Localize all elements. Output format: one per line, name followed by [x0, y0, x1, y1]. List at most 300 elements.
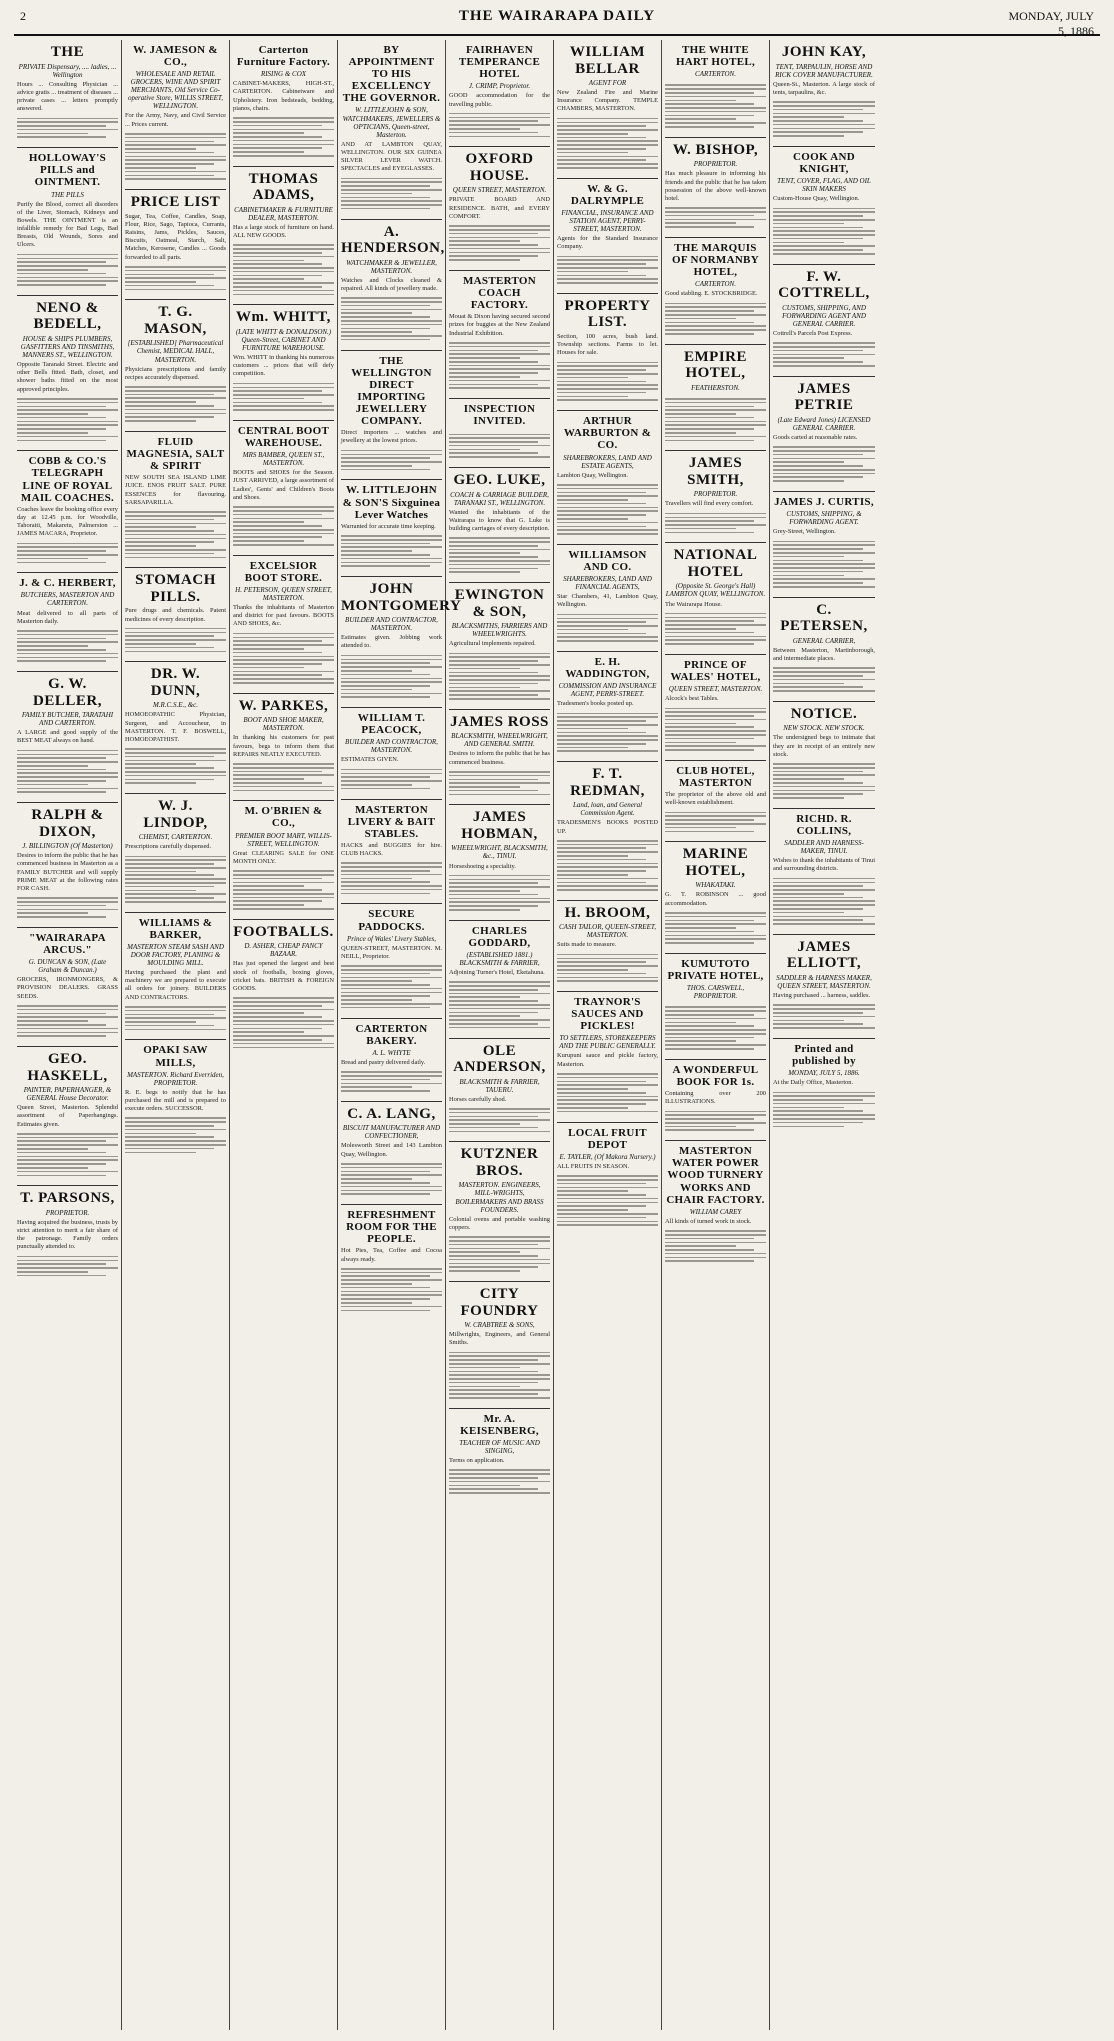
small-print-lines [665, 908, 766, 948]
ad-body-text: Suits made to measure. [557, 941, 617, 949]
small-print-lines [125, 624, 226, 657]
small-print-lines [341, 858, 442, 898]
small-print-lines [557, 114, 658, 173]
advertisement [341, 1019, 442, 1102]
small-print-lines [449, 1347, 550, 1402]
ad-subheading: MASTERTON. ENGINEERS, MILL-WRIGHTS, BOILERMAKERS AND BRASS FOUNDERS. [455, 1181, 544, 1214]
ad-heading: E. H. WADDINGTON, [565, 656, 650, 681]
advertisement [557, 901, 658, 992]
advertisement [341, 800, 442, 905]
advertisement [233, 801, 334, 919]
ad-subheading: Land, loan, and General Commission Agent. [572, 801, 643, 818]
ad-subheading: SADDLER AND HARNESS-MAKER, TINUI. [784, 839, 864, 856]
ad-heading: JAMES ELLIOTT, [786, 938, 862, 972]
ad-subheading: AGENT FOR [588, 79, 627, 87]
ad-subheading: PREMIER BOOT MART, WILLIS-STREET, WELLINGTON. [235, 831, 332, 848]
advertisement [449, 399, 550, 468]
advertisement [233, 305, 334, 421]
ad-body-text: Hours ... Consulting Physician ... advice gratis ... treatment of diseases ... private cases ... letters promptly answered. [17, 80, 118, 113]
ad-subheading: MASTERTON STEAM SASH AND DOOR FACTORY, PLANING & MOULDING MILL. [127, 942, 224, 967]
advertisement [557, 992, 658, 1123]
masthead [14, 8, 1100, 36]
ad-body-text: Between Masterton, Martinborough, and intermediate places. [773, 646, 875, 662]
ad-body-text: Colonial ovens and portable washing coppers. [449, 1215, 550, 1231]
ad-body-text: Agents for the Standard Insurance Company. [557, 235, 658, 251]
small-print-lines [773, 203, 875, 258]
ad-body-text: Prescriptions carefully dispensed. [125, 843, 212, 851]
ad-heading: PROPERTY LIST. [564, 297, 651, 331]
small-print-lines [557, 708, 658, 756]
advertisement [449, 271, 550, 399]
small-print-lines [665, 509, 766, 538]
ad-heading: JAMES ROSS [450, 713, 549, 730]
small-print-lines [557, 610, 658, 646]
ad-body-text: Mouat & Dixon having secured second prizes for buggies at the New Zealand Industrial Exhibition. [449, 313, 550, 337]
ad-body-text: QUEEN-STREET, MASTERTON. M. NEILL, Proprietor. [341, 944, 442, 960]
advertisement [773, 265, 875, 377]
ad-body-text: New Zealand Fire and Marine Insurance Company. TEMPLE CHAMBERS, MASTERTON. [557, 89, 658, 113]
advertisement [665, 238, 766, 345]
small-print-lines [125, 744, 226, 788]
ad-subheading: FAMILY BUTCHER, TARATAHI AND CARTERTON. [21, 711, 114, 728]
small-print-lines [449, 767, 550, 800]
small-print-lines [773, 536, 875, 591]
advertisement [125, 662, 226, 794]
page-number: 2 [20, 9, 26, 23]
ad-subheading: SADDLER & HARNESS MAKER, QUEEN STREET, MASTERTON. [776, 973, 872, 990]
advertisement [773, 1039, 875, 1136]
ad-body-text: Having purchased the plant and machinery we are prepared to execute all orders for joinery. BUILDERS AND CONTRACTORS. [125, 969, 226, 1001]
small-print-lines [17, 746, 118, 798]
column-7 [662, 40, 770, 2030]
advertisement [773, 598, 875, 702]
ad-heading: EMPIRE HOTEL, [684, 348, 747, 382]
ad-body-text: Thanks the inhabitants of Masterton and district for past favours. BOOTS AND SHOES, &c. [233, 604, 334, 628]
ad-subheading: W. CRABTREE & SONS, [464, 1321, 535, 1329]
column-6 [554, 40, 662, 2030]
ad-heading: WILLIAM BELLAR [569, 44, 646, 77]
ad-heading: RICHD. R. COLLINS, [796, 812, 852, 838]
ad-body-text: Meat delivered to all parts of Masterton daily. [17, 609, 118, 625]
ad-body-text: Direct importers ... watches and jewellery at the lowest prices. [341, 429, 442, 445]
advertisement [449, 710, 550, 806]
ad-body-text: HOMOEOPATHIC Physician, Surgeon, and Accoucheur, in MASTERTON. T. F. BOSWELL, HOMOEOPATHIST. [125, 711, 226, 743]
ad-body-text: Wm. WHITT in thanking his numerous customers ... prices that will defy competition. [233, 354, 334, 378]
newspaper-page [14, 8, 1100, 2032]
advertisement [233, 40, 334, 167]
small-print-lines [665, 1226, 766, 1266]
ad-body-text: Terms on application. [449, 1457, 505, 1465]
small-print-lines [557, 1171, 658, 1230]
ad-body-text: Desires to inform the public that he has commenced business. [449, 750, 550, 766]
ad-heading: STOMACH PILLS. [135, 572, 216, 605]
ad-heading: COBB & CO.'S TELEGRAPH LINE OF ROYAL MAIL COACHES. [20, 455, 115, 504]
advertisement [17, 1186, 118, 1285]
ad-subheading: MRS BAMBER, QUEEN ST., MASTERTON. [242, 451, 325, 468]
ad-subheading: FEATHERSTON. [691, 383, 740, 392]
ad-heading: THE MARQUIS OF NORMANBY HOTEL, [672, 241, 759, 279]
small-print-lines [341, 173, 442, 213]
advertisement [557, 179, 658, 294]
advertisement [773, 702, 875, 809]
advertisement [449, 40, 550, 147]
ad-heading: PRICE LIST [130, 194, 221, 211]
ad-subheading: J. CRIMP, Proprietor. [468, 82, 531, 91]
advertisement [233, 421, 334, 556]
ad-body-text: ALL FRUITS IN SEASON. [557, 1162, 630, 1170]
ad-subheading: (LATE WHITT & DONALDSON.) Queen-Street, CABINET AND FURNITURE WAREHOUSE. [235, 327, 332, 352]
advertisement [341, 351, 442, 481]
ad-body-text: Wishes to thank the inhabitants of Tinui and surrounding districts. [773, 857, 875, 873]
ad-heading: CARTERTON BAKERY. [355, 1022, 428, 1047]
ad-subheading: PROPRIETOR. [45, 1208, 90, 1217]
advertisement [449, 1409, 550, 1503]
advertisement [773, 935, 875, 1039]
ad-heading: NOTICE. [790, 705, 858, 722]
advertisement [665, 842, 766, 954]
ad-heading: NENO & BEDELL, [33, 299, 102, 333]
ad-body-text: Alcock's best Tables. [665, 695, 719, 703]
ad-subheading: PAINTER, PAPERHANGER, & GENERAL House Decorator. [23, 1086, 112, 1103]
small-print-lines [449, 429, 550, 462]
ad-heading: MASTERTON LIVERY & BAIT STABLES. [347, 803, 436, 840]
small-print-lines [665, 80, 766, 132]
ad-subheading: PROPRIETOR. [693, 490, 738, 499]
ad-heading: GEO. HASKELL, [27, 1051, 108, 1084]
ad-heading: PRINCE OF WALES' HOTEL, [670, 658, 761, 684]
small-print-lines [449, 338, 550, 393]
advertisement [233, 167, 334, 306]
ad-subheading: COMMISSION AND INSURANCE AGENT, PERRY-STREET. [558, 682, 657, 699]
advertisement [125, 40, 226, 190]
ad-subheading: WHOLESALE AND RETAIL GROCERS, WINE AND SPIRIT MERCHANTS, Old Service Co-operative Store, WILLIS STREET, WELLINGTON. [127, 70, 224, 111]
advertisement [665, 138, 766, 238]
small-print-lines [125, 851, 226, 906]
small-print-lines [449, 1465, 550, 1498]
ad-subheading: (Opposite St. George's Hall) LAMBTON QUAY, WELLINGTON. [665, 582, 766, 599]
ad-subheading: NEW STOCK. NEW STOCK. [783, 724, 865, 733]
small-print-lines [17, 893, 118, 922]
advertisement [773, 40, 875, 147]
ad-heading: Printed and published by [792, 1042, 856, 1067]
ad-heading: COOK AND KNIGHT, [793, 150, 855, 176]
ad-subheading: PROPRIETOR. [693, 160, 738, 169]
ad-subheading: M.R.C.S.E., &c. [152, 701, 199, 710]
ad-heading: FOOTBALLS. [233, 923, 334, 940]
ad-body-text: R. E. begs to notify that he has purchased the mill and is prepared to execute orders. SUCCESSOR. [125, 1088, 226, 1113]
ad-body-text: In thanking his customers for past favours, begs to inform them that REPAIRS NEATLY EXECUTED. [233, 734, 334, 758]
small-print-lines [341, 765, 442, 794]
ad-subheading: FINANCIAL, INSURANCE AND STATION AGENT, PERRY-STREET, MASTERTON. [561, 208, 654, 234]
ad-body-text: Good stabling. E. STOCKBRIDGE. [665, 290, 758, 298]
ad-subheading: [ESTABLISHED] Pharmaceutical Chemist, MEDICAL HALL, MASTERTON. [127, 339, 224, 364]
ad-heading: Wm. WHITT, [236, 309, 331, 326]
advertisement [557, 762, 658, 901]
ad-heading: FLUID MAGNESIA, SALT & SPIRIT [126, 435, 225, 473]
ad-heading: THE [50, 44, 85, 60]
advertisement [125, 300, 226, 432]
ad-heading: WILLIAMSON AND CO. [568, 548, 647, 573]
ad-body-text: Star Chambers, 41, Lambton Quay, Wellington. [557, 593, 658, 609]
advertisement [557, 545, 658, 652]
small-print-lines [665, 807, 766, 836]
ad-body-text: Custom-House Quay, Wellington. [773, 195, 860, 203]
ad-body-text: Has just opened the largest and best stock of footballs, boxing gloves, cricket bats. BRITISH & FOREIGN GOODS. [233, 960, 334, 992]
advertisement [665, 40, 766, 138]
ad-body-text: ESTIMATES GIVEN. [341, 756, 399, 764]
small-print-lines [125, 1113, 226, 1157]
ad-body-text: NEW SOUTH SEA ISLAND LIME JUICE. ENOS FRUIT SALT. PURE ESSENCES for flavouring. SARSAPARILLA. [125, 474, 226, 506]
ad-heading: JAMES J. CURTIS, [774, 496, 874, 509]
small-print-lines [233, 759, 334, 795]
ad-body-text: The Wairarapa House. [665, 600, 723, 608]
ad-body-text: Millwrights, Engineers, and General Smiths. [449, 1331, 550, 1347]
ad-heading: JAMES HOBMAN, [461, 809, 538, 842]
advertisement [125, 432, 226, 568]
ad-body-text: AND AT LAMBTON QUAY, WELLINGTON. OUR SIX GUINEA SILVER LEVER WATCH. SPECTACLES and EYEGLASSES. [341, 140, 442, 173]
ad-heading: C. PETERSEN, [780, 601, 868, 635]
ad-body-text: Tradesmen's books posted up. [557, 700, 634, 708]
ad-body-text: Wanted the inhabitants of the Wairarapa to know that G. Luke is building carriages of every description. [449, 508, 550, 532]
advertisement [665, 345, 766, 452]
ad-body-text: Grey-Street, Wellington. [773, 528, 836, 536]
small-print-lines [773, 663, 875, 696]
ad-heading: HOLLOWAY'S PILLS and OINTMENT. [28, 152, 107, 189]
small-print-lines [449, 1104, 550, 1137]
ad-subheading: BLACKSMITHS, FARRIERS AND WHEELWRIGHTS. [451, 622, 548, 639]
advertisement-columns [14, 40, 1100, 2030]
advertisement [449, 805, 550, 920]
ad-heading: CENTRAL BOOT WAREHOUSE. [237, 425, 330, 450]
ad-subheading: TEACHER OF MUSIC AND SINGING, [459, 1438, 540, 1455]
ad-body-text: Adjoining Turner's Hotel, Eketahuna. [449, 968, 545, 976]
small-print-lines [665, 703, 766, 755]
ad-body-text: Has a large stock of furniture on hand. ALL NEW GOODS. [233, 223, 334, 240]
advertisement [665, 451, 766, 543]
ad-subheading: MASTERTON. Richard Everriden, PROPRIETOR. [127, 1070, 224, 1087]
small-print-lines [17, 1129, 118, 1181]
ad-body-text: Queen Street, Masterton. Splendid assortment of Paperhangings. Estimates given. [17, 1104, 118, 1128]
advertisement [557, 411, 658, 545]
ad-body-text: Kurupuni sauce and pickle factory, Masterton. [557, 1052, 658, 1068]
ad-subheading: TO SETTLERS, STOREKEEPERS AND THE PUBLIC GENERALLY. [559, 1034, 656, 1051]
ad-subheading: COACH & CARRIAGE BUILDER, TARANAKI ST., WELLINGTON. [450, 490, 549, 507]
ad-heading: CITY FOUNDRY [460, 1286, 539, 1319]
advertisement [17, 1047, 118, 1186]
ad-heading: W. J. LINDOP, [143, 798, 208, 831]
ad-heading: EWINGTON & SON, [454, 587, 545, 620]
small-print-lines [773, 874, 875, 929]
ad-subheading: D. ASHER, CHEAP FANCY BAZAAR. [244, 942, 323, 959]
advertisement [773, 147, 875, 265]
ad-heading: KUMUTOTO PRIVATE HOTEL, [667, 957, 764, 983]
small-print-lines [449, 871, 550, 915]
ad-body-text: Having purchased ... harness, saddles. [773, 992, 871, 1000]
ad-heading: Mr. A. KEISENBERG, [460, 1412, 539, 1437]
ad-body-text: Agricultural implements repaired. [449, 640, 536, 648]
ad-body-text: Travellers will find every comfort. [665, 500, 754, 508]
ad-heading: OPAKI SAW MILLS, [143, 1044, 208, 1069]
advertisement [341, 708, 442, 799]
small-print-lines [17, 626, 118, 666]
ad-subheading: MONDAY, JULY 5, 1886. [788, 1069, 860, 1078]
advertisement [449, 1142, 550, 1282]
small-print-lines [557, 480, 658, 539]
ad-body-text: GROCERS, IRONMONGERS, & PROVISION DEALERS. GRASS SEEDS. [17, 976, 118, 1000]
ad-body-text: Sugar, Tea, Coffee, Candles, Soap, Flour, Rice, Sago, Tapioca, Currants, Raisins, Jams, Pickles, Sauces, Biscuits, Oatmeal, Starch, Salt, Matches, Kerosene, Candles ... Goods forwarded to all parts. [125, 212, 226, 261]
column-4 [338, 40, 462, 2030]
small-print-lines [125, 129, 226, 184]
ad-heading: EXCELSIOR BOOT STORE. [244, 559, 323, 584]
advertisement [17, 928, 118, 1047]
ad-subheading: CUSTOMS, SHIPPING, & FORWARDING AGENT. [786, 510, 862, 527]
ad-heading: WILLIAMS & BARKER, [138, 916, 213, 941]
small-print-lines [233, 113, 334, 161]
ad-heading: GEO. LUKE, [453, 472, 546, 488]
small-print-lines [773, 97, 875, 141]
ad-heading: OLE ANDERSON, [453, 1042, 546, 1075]
small-print-lines [17, 1252, 118, 1281]
ad-heading: NATIONAL HOTEL [673, 547, 758, 580]
ad-subheading: E. TAYLER, (Of Makora Nursery.) [559, 1152, 656, 1161]
ad-subheading: WATCHMAKER & JEWELLER, MASTERTON. [346, 258, 437, 275]
advertisement [17, 40, 118, 148]
ad-body-text: Horseshoeing a speciality. [449, 862, 516, 870]
small-print-lines [341, 1159, 442, 1199]
ad-subheading: TENT, TARPAULIN, HORSE AND RICK COVER MANUFACTURER. [775, 62, 873, 79]
ad-heading: THOMAS ADAMS, [248, 170, 319, 204]
ad-subheading: THE PILLS [51, 190, 84, 199]
ad-heading: THE WELLINGTON DIRECT IMPORTING JEWELLERY COMPANY. [351, 354, 432, 428]
ad-subheading: BUTCHERS, MASTERTON AND CARTERTON. [20, 591, 115, 608]
ad-body-text: Cottrell's Parcels Post Express. [773, 329, 853, 337]
ad-subheading: PRIVATE Dispensary, .... ladies, ... Wellington [18, 62, 117, 79]
ad-body-text: Pure drugs and chemicals. Patent medicines of every description. [125, 607, 226, 623]
ad-subheading: BISCUIT MANUFACTURER AND CONFECTIONER, [342, 1124, 441, 1141]
ad-heading: MASTERTON WATER POWER WOOD TURNERY WORKS AND CHAIR FACTORY. [666, 1145, 765, 1206]
small-print-lines [233, 629, 334, 688]
ad-heading: REFRESHMENT ROOM FOR THE PEOPLE. [346, 1209, 437, 1246]
advertisement [17, 451, 118, 573]
advertisement [341, 1205, 442, 1320]
ad-body-text: Opposite Taranaki Street. Electric and other Bells fitted. Bath, closet, and shower baths fitted on the most approved principles. [17, 361, 118, 393]
ad-heading: H. BROOM, [564, 904, 651, 921]
ad-subheading: CARTERTON. [695, 70, 736, 79]
ad-heading: W. JAMESON & CO., [133, 44, 218, 69]
small-print-lines [773, 1000, 875, 1033]
advertisement [233, 556, 334, 694]
ad-subheading: BLACKSMITH, WHEELWRIGHT, AND GENERAL SMITH. [451, 732, 548, 749]
ad-subheading: CABINETMAKER & FURNITURE DEALER, MASTERTON. [234, 205, 333, 222]
ad-heading: W. PARKES, [238, 697, 329, 714]
small-print-lines [341, 1264, 442, 1316]
small-print-lines [233, 866, 334, 914]
ad-body-text: Containing over 200 ILLUSTRATIONS. [665, 1090, 766, 1106]
small-print-lines [341, 1067, 442, 1096]
advertisement [17, 148, 118, 296]
ad-heading: W. LITTLEJOHN & SON'S Sixguinea Lever Watches [342, 484, 441, 521]
ad-heading: DR. W. DUNN, [150, 666, 201, 699]
advertisement [449, 583, 550, 710]
advertisement [125, 1040, 226, 1162]
ad-heading: W. BISHOP, [672, 141, 759, 158]
small-print-lines [233, 993, 334, 1052]
advertisement [773, 492, 875, 598]
small-print-lines [665, 1106, 766, 1135]
small-print-lines [233, 240, 334, 299]
ad-heading: CHARLES GODDARD, [468, 924, 531, 949]
small-print-lines [449, 533, 550, 577]
advertisement [665, 1060, 766, 1141]
small-print-lines [665, 609, 766, 649]
column-8 [770, 40, 878, 2030]
ad-subheading: CHEMIST, CARTERTON. [138, 833, 213, 842]
ad-heading: F. T. REDMAN, [570, 766, 645, 799]
small-print-lines [125, 1002, 226, 1035]
advertisement [125, 913, 226, 1041]
small-print-lines [125, 507, 226, 562]
ad-subheading: (ESTABLISHED 1881.) BLACKSMITH & FARRIER, [459, 950, 540, 967]
advertisement [233, 694, 334, 802]
ad-body-text: Coaches leave the booking office every day at 12.45 p.m. for Woodville, Tahoraiti, Makaretu, Palmerston ... JAMES MACARA, Proprietor. [17, 505, 118, 538]
ad-body-text: For the Army, Navy, and Civil Service ... Prices current. [125, 112, 226, 128]
small-print-lines [341, 531, 442, 571]
ad-subheading: BLACKSMITH & FARRIER, TAUERU. [459, 1077, 540, 1094]
column-2 [122, 40, 230, 2030]
ad-heading: BY APPOINTMENT TO HIS EXCELLENCY THE GOVERNOR. [342, 44, 441, 105]
advertisement [557, 652, 658, 762]
ad-heading: TRAYNOR'S SAUCES AND PICKLES! [571, 996, 644, 1033]
ad-body-text: All kinds of turned work in stock. [665, 1217, 752, 1225]
advertisement [449, 468, 550, 583]
small-print-lines [773, 442, 875, 486]
column-1 [14, 40, 122, 2030]
advertisement [17, 672, 118, 803]
column-5 [446, 40, 554, 2030]
small-print-lines [773, 338, 875, 371]
ad-heading: FAIRHAVEN TEMPERANCE HOTEL [458, 44, 541, 81]
ad-body-text: Section, 100 acres, bush land. Township sections. Farms to let. Houses for sale. [557, 332, 658, 357]
small-print-lines [557, 251, 658, 287]
ad-heading: JOHN KAY, [781, 44, 867, 60]
advertisement [665, 761, 766, 842]
ad-heading: MARINE HOTEL, [682, 846, 749, 879]
ad-body-text: Great CLEARING SALE for ONE MONTH ONLY. [233, 849, 334, 865]
ad-body-text: Desires to inform the public that he has commenced business in Masterton as a FAMILY BUTCHER and will supply PRIME MEAT at the following rates FOR CASH. [17, 852, 118, 892]
ad-subheading: (Late Edward Jones) LICENSED GENERAL CARRIER. [777, 415, 871, 432]
advertisement [449, 921, 550, 1039]
ad-body-text: Lambton Quay, Wellington. [557, 471, 629, 479]
ad-subheading: SHAREBROKERS, LAND AND ESTATE AGENTS, [563, 453, 652, 470]
ad-subheading: J. BILLINGTON (Of Masterton) [22, 842, 113, 851]
ad-heading: A. HENDERSON, [341, 223, 445, 257]
ad-heading: JAMES PETRIE [794, 380, 854, 414]
small-print-lines [449, 648, 550, 703]
small-print-lines [557, 950, 658, 986]
ad-body-text: The undersigned begs to intimate that they are in receipt of an entirely new stock. [773, 734, 875, 758]
small-print-lines [449, 221, 550, 265]
ad-heading: JAMES SMITH, [687, 455, 744, 488]
newspaper-title: THE WAIRARAPA DAILY [458, 8, 656, 24]
ad-body-text: Purify the Blood, correct all disorders of the Liver, Stomach, Kidneys and Bowels. THE OINTMENT is an infallible remedy for Bad Legs, Bad Breasts, Old Wounds, Sores and Ulcers. [17, 200, 118, 249]
advertisement [17, 573, 118, 672]
ad-subheading: SHAREBROKERS, LAND AND FINANCIAL AGENTS, [563, 575, 652, 592]
small-print-lines [17, 394, 118, 446]
ad-subheading: HOUSE & SHIPS PLUMBERS, GASFITTERS AND TINSMITHS, MANNERS ST., WELLINGTON. [20, 334, 115, 359]
advertisement [665, 954, 766, 1060]
ad-heading: M. O'BRIEN & CO., [244, 805, 323, 830]
advertisement [665, 655, 766, 761]
